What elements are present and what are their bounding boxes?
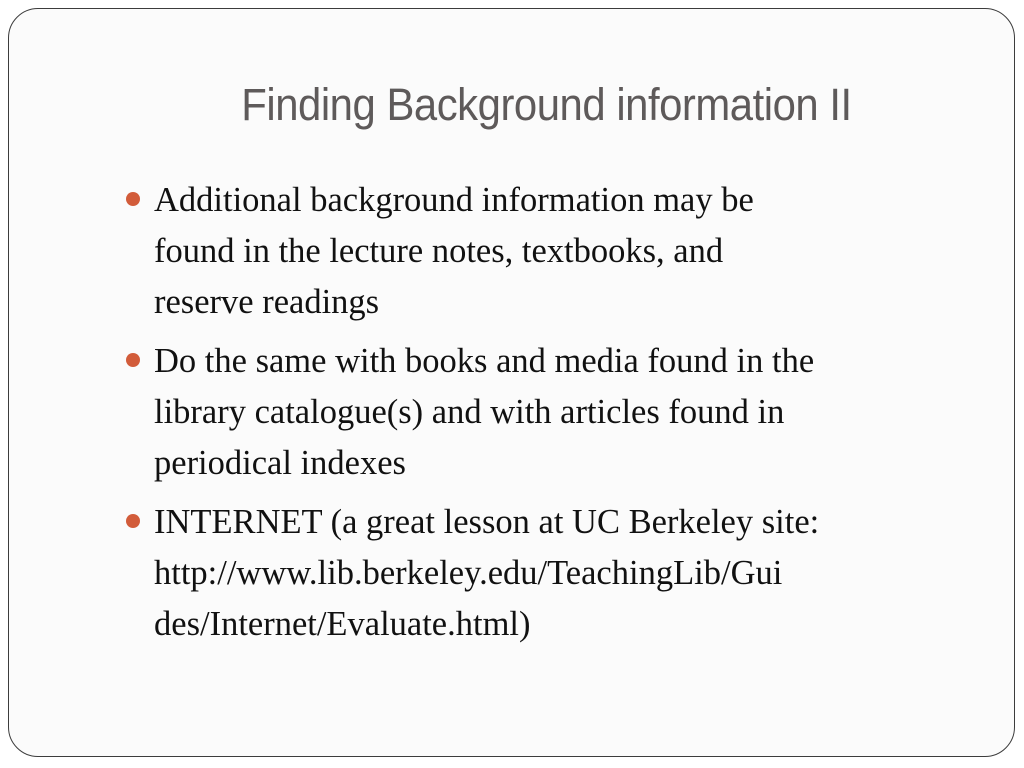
bullet-link-line: des/Internet/Evaluate.html) — [154, 605, 531, 643]
bullet-line: periodical indexes — [154, 444, 406, 482]
slide-frame — [8, 8, 1015, 757]
bullet-line: Do the same with books and media found in the — [154, 342, 815, 380]
bullet-item — [126, 497, 976, 650]
bullet-link-line: http://www.lib.berkeley.edu/TeachingLib/Gui — [154, 554, 783, 592]
bullet-text — [154, 175, 976, 328]
bullet-line: INTERNET (a great lesson at UC Berkeley site: — [154, 503, 820, 541]
bullet-line: library catalogue(s) and with articles found in — [154, 393, 785, 431]
bullet-text — [154, 497, 976, 650]
bullet-item — [126, 336, 976, 489]
bullet-line: reserve readings — [154, 283, 380, 321]
bullet-text — [154, 336, 976, 489]
bullet-dot-icon — [126, 514, 140, 528]
bullet-dot-icon — [126, 192, 140, 206]
bullet-dot-icon — [126, 353, 140, 367]
bullet-line: found in the lecture notes, textbooks, and — [154, 232, 724, 270]
bullet-line: Additional background information may be — [154, 181, 754, 219]
slide-title: Finding Background information II — [241, 79, 852, 130]
bullet-list — [126, 175, 976, 658]
bullet-item — [126, 175, 976, 328]
